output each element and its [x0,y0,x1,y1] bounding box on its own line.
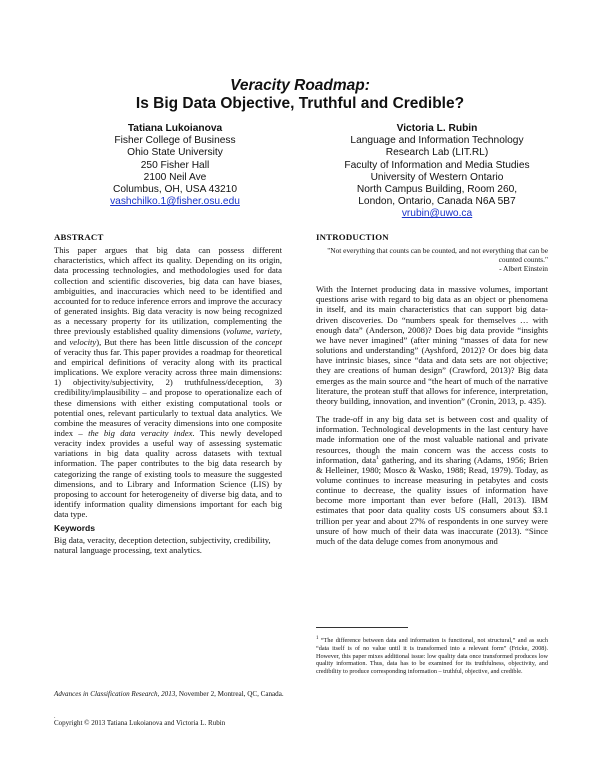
keywords-text: Big data, veracity, deception detection, subjectivity, credibility, natural language processing, text analytics. [54,534,271,555]
author-name: Victoria L. Rubin [396,123,478,134]
author-block-2 [312,123,562,221]
left-column [54,232,282,555]
footnote: $^1$ “The difference between data and information is functional, not structural,” and as such “data itself is of no value until it is transformed into a relevant form” (Fricke, 2008). However, this paper mixes additional issue: low quality data once transformed produces low quality information. Thus, data has to be examined for its truthfulness, objectivity, and credibility to produce corresponding information – truthful, objective, and credible. [316,636,548,676]
author-block-1 [55,123,295,208]
intro-paragraph-1: With the Internet producing data in massive volumes, important questions arise with regard to big data as an object or phenomena in itself, and its main characteristics that can support big data-driven discoveries. Do “numbers speak for themselves … with enough data” (Anderson, 2008)? Does big data provide “insights we have never imagined” (after mining “masses of data for new solutions and understanding” (Ayshford, 2012)? Or does big data have intrinsic biases, since “data and data sets are not objective; they are creations of human design” (Crawford, 2013)? Big data emerges as the main source and “the heart of much of the narrative literature, the protean stuff that allows for inference, interpretation, theory building, innovation, and invention” (Cronin, 2013, p. 435). [316,284,548,406]
author-affiliation-line: 2100 Neil Ave [143,171,207,183]
epigraph-text: "Not everything that counts can be counted, and not everything that can be counted counts." [327,246,548,265]
author-name: Tatiana Lukoianova [127,123,223,134]
paper-title [0,77,600,113]
author-affiliation-line: London, Ontario, Canada N6A 5B7 [358,196,516,208]
author-email-link[interactable]: vrubin@uwo.ca [401,208,473,220]
footnote-marker: 1 [316,636,319,641]
bullet-mark: . [54,714,56,720]
author-affiliation-line: Faculty of Information and Media Studies [344,159,530,171]
footnote-divider [316,627,408,628]
author-email-link[interactable]: vashchilko.1@fisher.osu.edu [110,196,240,208]
author-affiliation-line: North Campus Building, Room 260, [356,184,518,196]
title-line-1: Veracity Roadmap: [230,77,370,94]
author-affiliation-line: University of Western Ontario [370,171,504,183]
author-affiliation-line: Ohio State University [127,147,223,159]
author-affiliation-line: Fisher College of Business [114,135,236,147]
epigraph [316,246,548,273]
author-affiliation-line: Language and Information Technology [350,135,524,147]
copyright-note: Copyright © 2013 Tatiana Lukoianova and Victoria L. Rubin [54,719,226,727]
intro-paragraph-2: The trade-off in any big data set is between cost and quality of information. Technological developments in the last century have made information one of the most valuable national and private resources, though the main concern was the access costs to information, data$^1$ gathering, and its sharing (Adams, 1956; Brien & Helleiner, 1980; Mosco & Wasko, 1988; Read, 1979). Today, as volume continues to increase measuring in petabytes and costs continue to decrease, the quality issues of information have become more important than ever before (Hall, 2013). IBM estimates that poor data quality costs US consumers about $3.1 trillion per year and about 27% of respondents in one survey were unsure of how much of their data was inaccurate (2013). “Since much of the data deluge comes from anonymous and [316,414,548,546]
author-affiliation-line: 250 Fisher Hall [140,159,210,171]
abstract-heading: ABSTRACT [54,232,104,242]
right-column [316,232,548,546]
title-line-2: Is Big Data Objective, Truthful and Credible? [135,95,465,112]
author-affiliation-line: Research Lab (LIT.RL) [385,147,489,159]
introduction-heading: INTRODUCTION [316,232,389,242]
conference-note: Advances in Classification Research, 2013, November 2, Montreal, QC, Canada. [54,690,284,698]
keywords-heading: Keywords [54,523,96,534]
abstract-text: This paper argues that big data can possess different characteristics, which affect its quality. Depending on its origin, data processing technologies, and methodologies used for data collection and scientific discoveries, big data can have biases, ambiguities, and inaccuracies which need to be identified and accounted for to reduce inference errors and improve the accuracy of generated insights. Big data veracity is now being recognized as a necessary property for its utilization, complementing the three previously established quality dimensions (volume, variety, and velocity), But there has been little discussion of the concept of veracity thus far. This paper provides a roadmap for theoretical and empirical definitions of veracity along with its practical implications. We explore veracity across three main dimensions: 1) objectivity/subjectivity, 2) truthfulness/deception, 3) credibility/implausibility – and propose to operationalize each of these dimensions with either existing computational tools or potential ones, relevant particularly to textual data analytics. We combine the measures of veracity dimensions into one composite index – the big data veracity index. This newly developed veracity index provides a useful way of assessing systematic variations in big data quality across datasets with textual information. The paper contributes to the big data research by categorizing the range of existing tools to measure the suggested dimensions, and to Library and Information Science (LIS) by proposing to account for heterogeneity of diverse big data, and to identify information quality dimensions important for each big data type. [54,245,282,520]
author-affiliation-line: Columbus, OH, USA 43210 [112,184,237,196]
footnote-reference[interactable]: 1 [376,454,379,461]
epigraph-author: - Albert Einstein [499,264,548,274]
